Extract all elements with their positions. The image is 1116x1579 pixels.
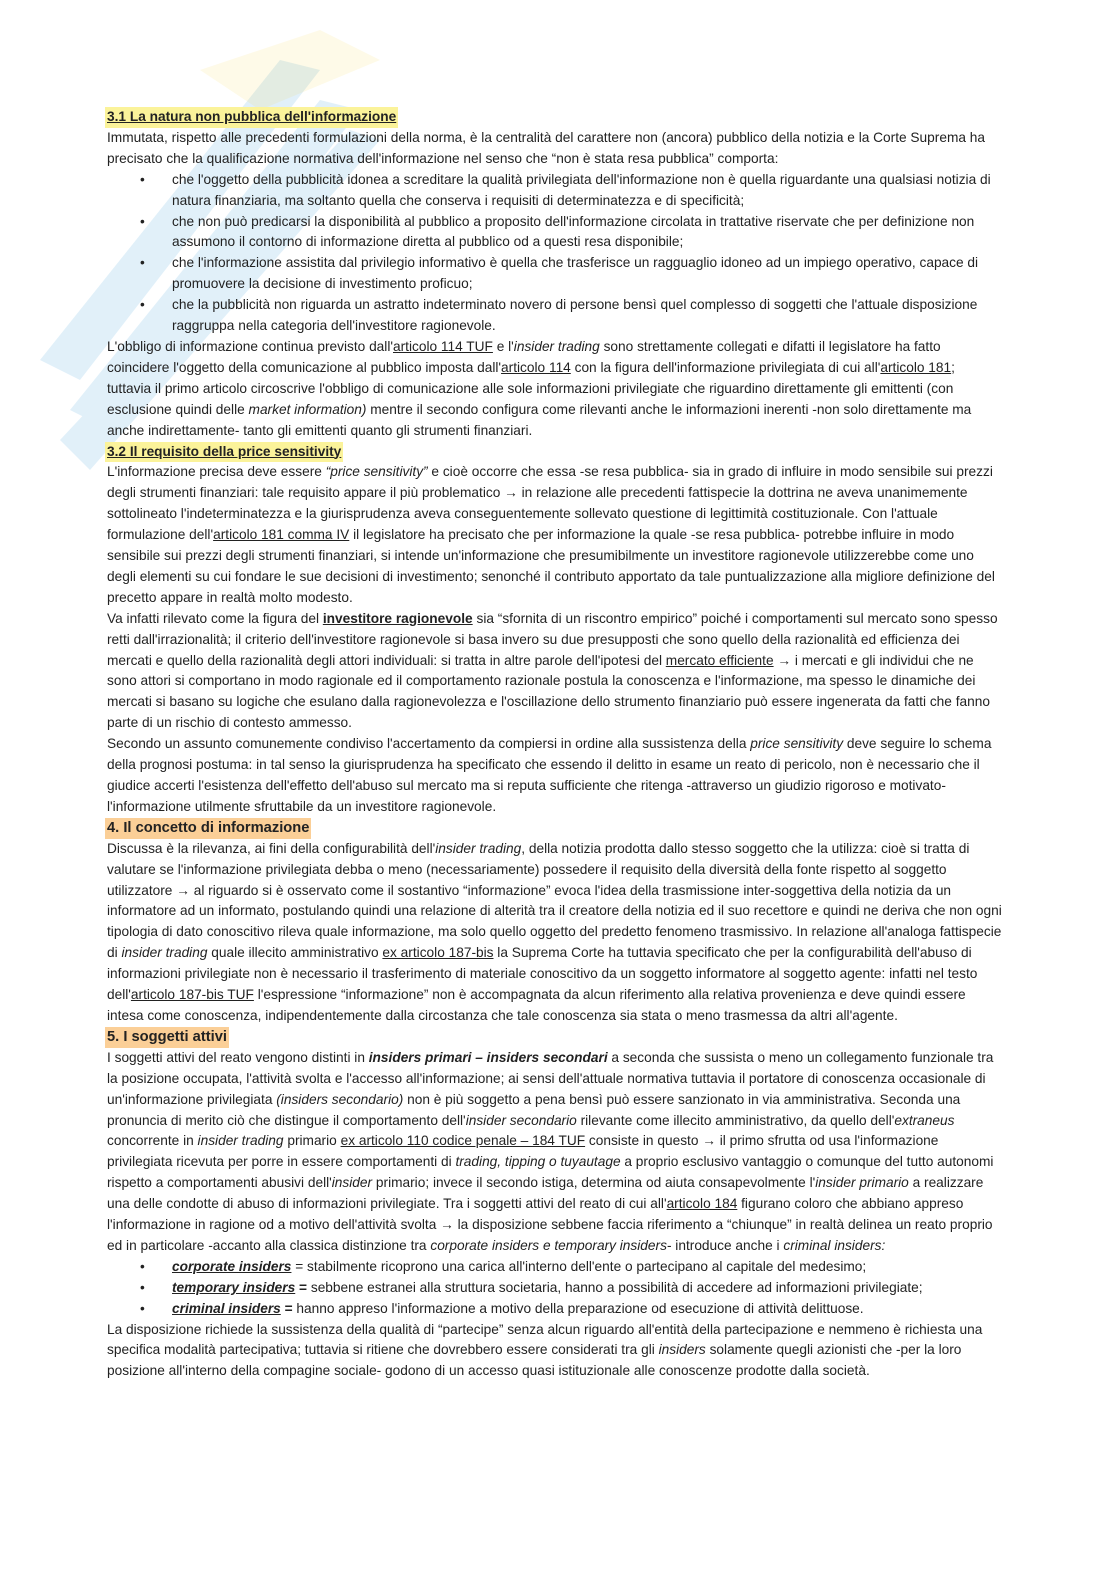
- key-term: insiders primari – insiders secondari: [368, 1049, 608, 1065]
- key-term: investitore ragionevole: [322, 610, 473, 626]
- list-item: • corporate insiders = stabilmente ricoprono una carica all'interno dell'ente o partecipano al capitale del medesimo;: [172, 1257, 1002, 1278]
- paragraph: Secondo un assunto comunemente condiviso l'accertamento da compiersi in ordine alla sussistenza della price sensitivity deve seguire lo schema della prognosi postuma: in tal senso la giurisprudenza ha specificato che essendo il delitto in esame un reato di pericolo, non è necessario che il giudice accerti l'esistenza dell'effetto dell'abuso sul mercato ma si reputa sufficiente che ritenga -attraverso un giudizio rigoroso e motivato- l'informazione utilmente sfruttabile da un investitore ragionevole.: [107, 736, 992, 814]
- section-heading-3-2: 3.2 Il requisito della price sensitivity: [105, 442, 343, 463]
- section-heading-3-1: 3.1 La natura non pubblica dell'informazione: [105, 107, 398, 128]
- section-heading-5: 5. I soggetti attivi: [105, 1027, 229, 1048]
- list-item: • che l'informazione assistita dal privilegio informativo è quella che trasferisce un ragguaglio idoneo ad un impiego operativo, capace di promuovere la decisione di investimento proficuo;: [172, 253, 1002, 295]
- article-reference: ex articolo 110 codice penale – 184 TUF: [340, 1133, 586, 1149]
- paragraph: Immutata, rispetto alle precedenti formulazioni della norma, è la centralità del carattere non (ancora) pubblico della notizia e la Corte Suprema ha precisato che la qualificazione normativa dell'informazione nel senso che “non è stata resa pubblica” comporta:: [107, 129, 985, 166]
- paragraph: L'informazione precisa deve essere “price sensitivity” e cioè occorre che essa -se resa pubblica- sia in grado di influire in modo sensibile sui prezzi degli strumenti finanziari: tale requisito appare il più problematico → in relazione alle precedenti fattispecie la dottrina ne aveva unanimemente sottolineato l'indeterminatezza e la giurisprudenza aveva conseguentemente sollevato questione di legittimità costituzionale. Con l'attuale formulazione dell'articolo 181 comma IV il legislatore ha precisato che per informazione la quale -se resa pubblica- potrebbe influire in modo sensibile sui prezzi degli strumenti finanziari, si intende un'informazione che presumibilmente un investitore ragionevole utilizzerebbe come uno degli elementi su cui fondare le sue decisioni di investimento; senonché il contributo apportato da tale puntualizzazione alla migliore definizione del precetto appare in realtà molto modesto.: [107, 464, 995, 605]
- bullet-list: [107, 170, 1002, 337]
- article-reference: articolo 184: [666, 1196, 738, 1212]
- section-heading-4: 4. Il concetto di informazione: [105, 818, 311, 839]
- paragraph: La disposizione richiede la sussistenza della qualità di “partecipe” senza alcun riguardo all'entità della partecipazione e nemmeno è richiesta una specifica modalità partecipativa; tuttavia si ritiene che dovrebbero essere considerati tra gli insiders solamente quegli azionisti che -per la loro posizione all'interno della compagine sociale- godono di un accesso quasi istituzionale alle conoscenze prodotte dalla società.: [107, 1321, 983, 1379]
- article-reference: articolo 181 comma IV: [213, 527, 350, 543]
- bullet-list: [107, 1257, 1002, 1320]
- document-page: [107, 107, 1002, 1382]
- article-reference: articolo 114: [501, 359, 571, 375]
- article-reference: articolo 181: [880, 359, 952, 375]
- paragraph: Va infatti rilevato come la figura del investitore ragionevole sia “sfornita di un riscontro empirico” poiché i comportamenti sul mercato sono spesso retti dall'irrazionalità; il criterio dell'investitore ragionevole si basa invero su due presupposti che sono quello della razionalità ed efficienza dei mercati e quello della razionalità degli attori individuali: si tratta in altre parole dell'ipotesi del mercato efficiente → i mercati e gli individui che ne sono attori si comportano in modo ragionale ed il comportamento razionale postula la conoscenza e l'informazione, ma spesso le dinamiche dei mercati si basano su logiche che esulano dalla ragionevolezza e l'oscillazione dello strumento finanziario può essere ingenerata da fatti che fanno parte di un rischio di contesto ammesso.: [107, 610, 998, 731]
- list-item: • che la pubblicità non riguarda un astratto indeterminato novero di persone bensì quel complesso di soggetti che l'attuale disposizione raggruppa nella categoria dell'investitore ragionevole.: [172, 295, 1002, 337]
- key-term: mercato efficiente: [665, 652, 774, 668]
- list-item: • che non può predicarsi la disponibilità al pubblico a proposito dell'informazione circolata in trattative riservate che per definizione non assumono il contorno di informazione diretta al pubblico od a questi resa disponibile;: [172, 212, 1002, 254]
- list-item: • temporary insiders = sebbene estranei alla struttura societaria, hanno a possibilità di accedere ad informazioni privilegiate;: [172, 1278, 1002, 1299]
- paragraph: I soggetti attivi del reato vengono distinti in insiders primari – insiders secondari a seconda che sussista o meno un collegamento funzionale tra la posizione occupata, l'attività svolta e l'accesso all'informazione; ai sensi dell'attuale normativa tuttavia il portatore di conoscenza occasionale di un'informazione privilegiata (insiders secondario) non è più soggetto a pena bensì può essere sanzionato in via amministrativa. Seconda una pronuncia di merito ciò che distingue il comportamento dell'insider secondario rilevante come illecito amministrativo, da quello dell'extraneus concorrente in insider trading primario ex articolo 110 codice penale – 184 TUF consiste in questo → il primo sfrutta od usa l'informazione privilegiata ricevuta per porre in essere comportamenti di trading, tipping o tuyautage a proprio esclusivo vantaggio o comunque del tutto autonomi rispetto a comportamenti abusivi dell'insider primario; invece il secondo istiga, determina od aiuta consapevolmente l'insider primario a realizzare una delle condotte di abuso di informazioni privilegiate. Tra i soggetti attivi del reato di cui all'articolo 184 figurano coloro che abbiano appreso l'informazione in ragione od a motivo dell'attività svolta → la disposizione sebbene faccia riferimento a “chiunque” in realtà delinea un reato proprio ed in particolare -accanto alla classica distinzione tra corporate insiders e temporary insiders- introduce anche i criminal insiders:: [107, 1049, 994, 1253]
- list-item: • criminal insiders = hanno appreso l'informazione a motivo della preparazione od esecuzione di attività delittuose.: [172, 1299, 1002, 1320]
- list-item: • che l'oggetto della pubblicità idonea a screditare la qualità privilegiata dell'informazione non è quella riguardante una qualsiasi notizia di natura finanziaria, ma soltanto quella che conserva i requisiti di determinatezza e di specificità;: [172, 170, 1002, 212]
- paragraph: Discussa è la rilevanza, ai fini della configurabilità dell'insider trading, della notizia prodotta dallo stesso soggetto che la utilizza: cioè si tratta di valutare se l'informazione privilegiata debba o meno (necessariamente) possedere il requisito della diversità della fonte rispetto al soggetto utilizzatore → al riguardo si è osservato come il sostantivo “informazione” evoca l'idea della trasmissione inter-soggettiva della notizia da un informatore ad un informato, postulando quindi una relazione di alterità tra il creatore della notizia ed il suo recettore e quindi ne deriva che non ogni tipologia di dato conoscitivo rileva quale informazione, ma solo quello oggetto del predetto fenomeno trasmissivo. In relazione all'analoga fattispecie di insider trading quale illecito amministrativo ex articolo 187-bis la Suprema Corte ha tuttavia specificato che per la configurabilità dell'abuso di informazioni privilegiate non è necessario il trasferimento di materiale conoscitivo da un soggetto informatore al soggetto agente: infatti nel testo dell'articolo 187-bis TUF l'espressione “informazione” non è accompagnata da alcun riferimento alla relativa provenienza e deve quindi essere intesa come conoscenza, indipendentemente dalla circostanza che tale conoscenza sia stata o meno trasmessa da altri all'agente.: [107, 840, 1002, 1023]
- paragraph: L'obbligo di informazione continua previsto dall'articolo 114 TUF e l'insider trading sono strettamente collegati e difatti il legislatore ha fatto coincidere l'oggetto della comunicazione al pubblico imposta dall'articolo 114 con la figura dell'informazione privilegiata di cui all'articolo 181; tuttavia il primo articolo circoscrive l'obbligo di comunicazione alle sole informazioni privilegiate che riguardino direttamente gli emittenti (con esclusione quindi delle market information) mentre il secondo configura come rilevanti anche le informazioni inerenti -non solo direttamente ma anche indirettamente- tanto gli emittenti quanto gli strumenti finanziari.: [107, 338, 972, 438]
- article-reference: articolo 187-bis TUF: [130, 987, 254, 1003]
- article-reference: ex articolo 187-bis: [382, 945, 494, 961]
- article-reference: articolo 114 TUF: [393, 338, 493, 354]
